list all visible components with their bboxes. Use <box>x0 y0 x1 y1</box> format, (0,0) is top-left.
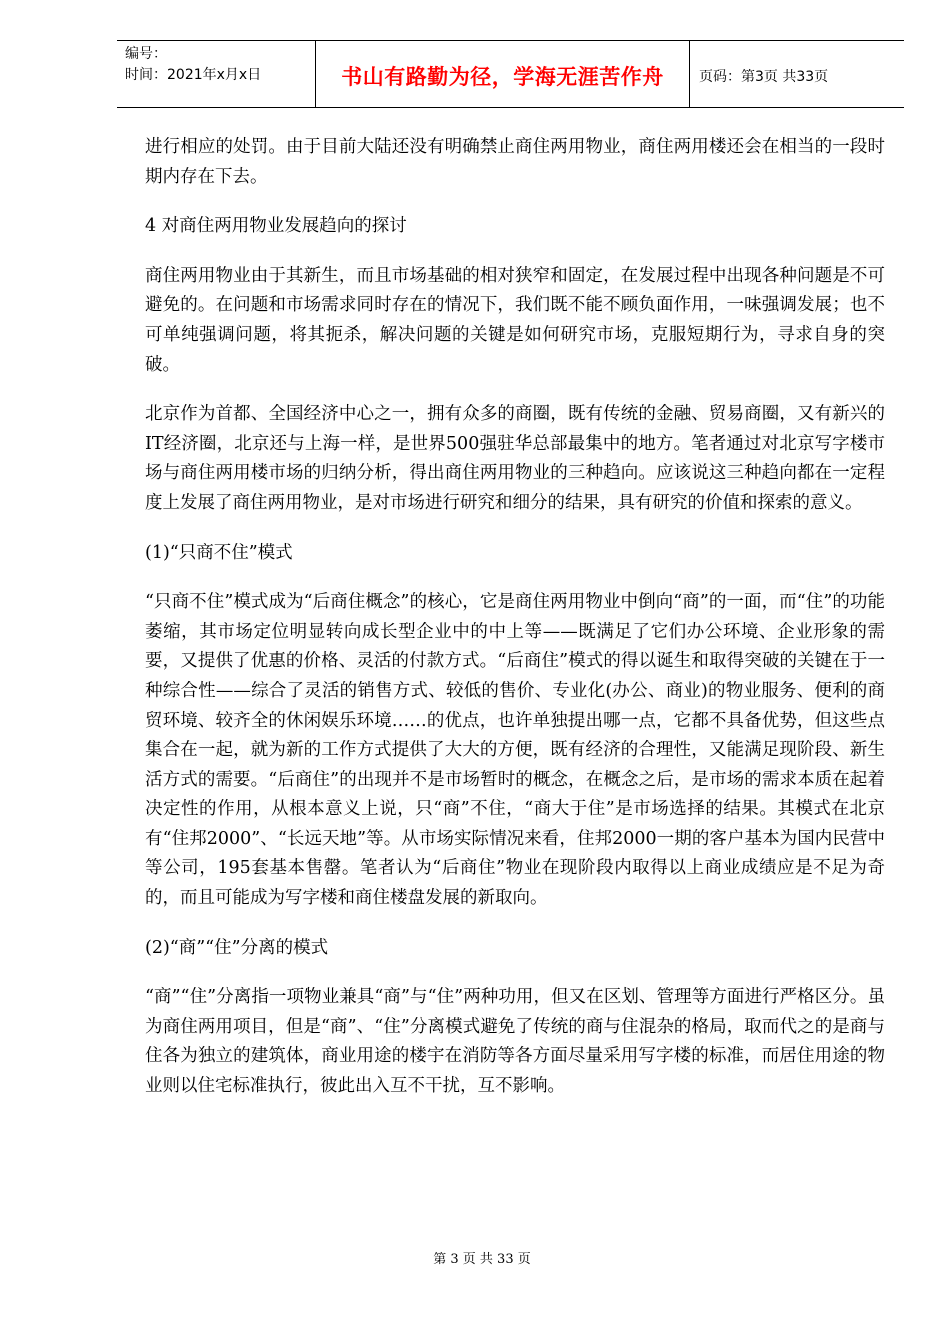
subsection-heading: (1)“只商不住”模式 <box>145 542 293 563</box>
paragraph: 北京作为首都、全国经济中心之一，拥有众多的商圈，既有传统的金融、贸易商圈，又有新兴的IT经济圈，北京还与上海一样，是世界500强驻华总部最集中的地方。笔者通过对北京写字楼市场与商住两用楼市场的归纳分析，得出商住两用物业的三种趋向。应该说这三种趋向都在一定程度上发展了商住两用物业，是对市场进行研究和细分的结果，具有研究的价值和探索的意义。 <box>145 404 885 513</box>
document-code-label: 编号： <box>125 46 167 62</box>
page-footer: 第 3 页 共 33 页 <box>433 1252 531 1267</box>
section-heading: 4 对商住两用物业发展趋向的探讨 <box>145 216 407 237</box>
header-motto: 书山有路勤为径，学海无涯苦作舟 <box>316 41 690 107</box>
paragraph: 商住两用物业由于其新生，而且市场基础的相对狭窄和固定，在发展过程中出现各种问题是不可避免的。在问题和市场需求同时存在的情况下，我们既不能不顾负面作用，一味强调发展；也不可单纯强调问题，将其扼杀，解决问题的关键是如何研究市场，克服短期行为，寻求自身的突破。 <box>145 265 885 375</box>
document-body <box>145 133 885 1122</box>
header-page-info: 页码：第3页 共33页 <box>699 69 829 85</box>
header-meta <box>117 41 316 107</box>
document-date: 时间：2021年x月x日 <box>125 67 262 83</box>
paragraph: 进行相应的处罚。由于目前大陆还没有明确禁止商住两用物业，商住两用楼还会在相当的一段时期内存在下去。 <box>145 137 885 187</box>
paragraph: “商”“住”分离指一项物业兼具“商”与“住”两种功用，但又在区划、管理等方面进行严格区分。虽为商住两用项目，但是“商”、“住”分离模式避免了传统的商与住混杂的格局，取而代之的是商与住各为独立的建筑体，商业用途的楼宇在消防等各方面尽量采用写字楼的标准，而居住用途的物业则以住宅标准执行，彼此出入互不干扰，互不影响。 <box>145 987 885 1097</box>
paragraph: “只商不住”模式成为“后商住概念”的核心，它是商住两用物业中倒向“商”的一面，而“住”的功能萎缩，其市场定位明显转向成长型企业中的中上等——既满足了它们办公环境、企业形象的需要，又提供了优惠的价格、灵活的付款方式。“后商住”模式的得以诞生和取得突破的关键在于一种综合性——综合了灵活的销售方式、较低的售价、专业化(办公、商业)的物业服务、便利的商贸环境、较齐全的休闲娱乐环境……的优点，也许单独提出哪一点，它都不具备优势，但这些点集合在一起，就为新的工作方式提供了大大的方便，既有经济的合理性，又能满足现阶段、新生活方式的需要。“后商住”的出现并不是市场暂时的概念，在概念之后，是市场的需求本质在起着决定性的作用，从根本意义上说，只“商”不住，“商大于住”是市场选择的结果。其模式在北京有“住邦2000”、“长远天地”等。从市场实际情况来看，住邦2000一期的客户基本为国内民营中等公司，195套基本售罄。笔者认为“后商住”物业在现阶段内取得以上商业成绩应是不足为奇的，而且可能成为写字楼和商住楼盘发展的新取向。 <box>145 592 885 909</box>
subsection-heading: (2)“商”“住”分离的模式 <box>145 937 329 958</box>
page-header <box>117 40 904 108</box>
